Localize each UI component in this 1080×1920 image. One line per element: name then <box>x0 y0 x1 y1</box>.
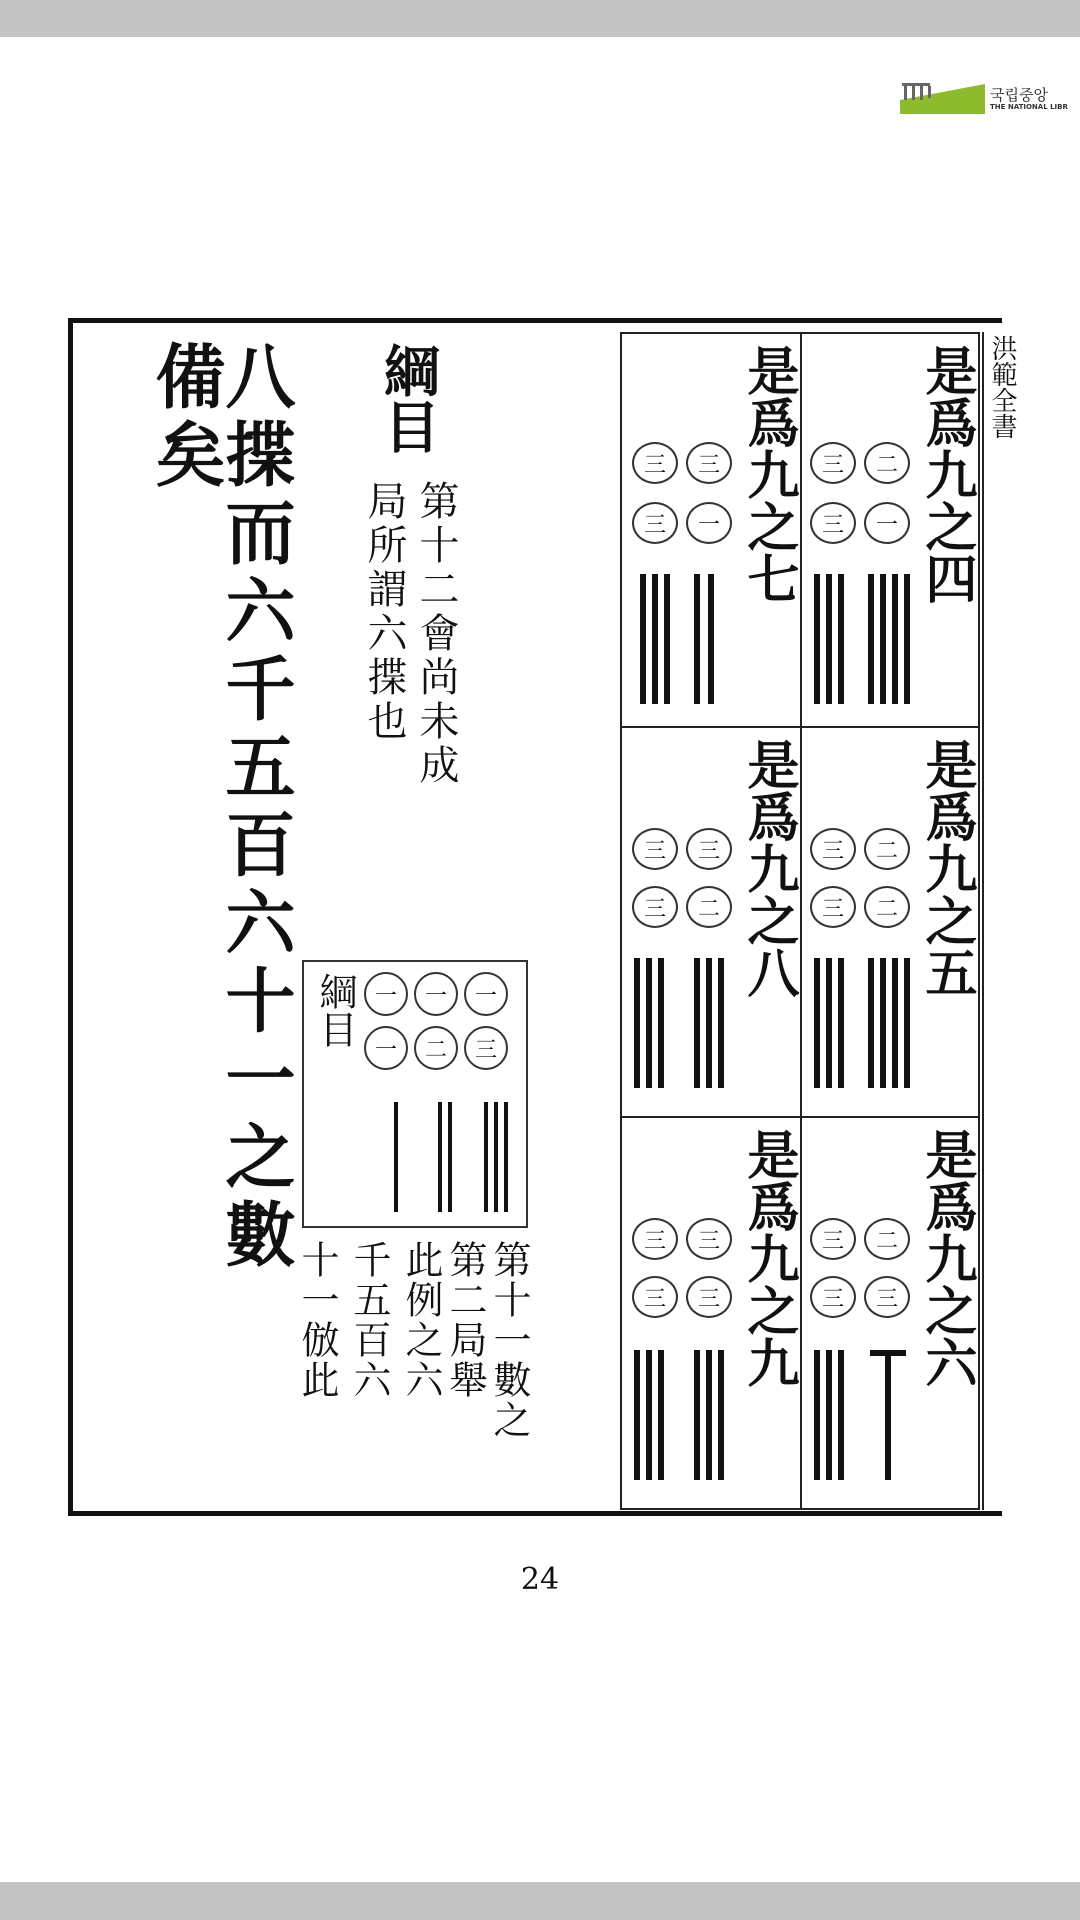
cell-caption: 是爲九之九 <box>738 1128 799 1388</box>
bottom-note-col3: 此例之六 <box>399 1240 443 1400</box>
cell-circle: 二 <box>686 886 732 928</box>
counting-rod <box>892 958 898 1088</box>
inset-rod <box>494 1102 498 1212</box>
cell-circle: 一 <box>686 502 732 544</box>
bottom-note-col2: 第二局舉 <box>443 1240 487 1400</box>
cell-circle: 三 <box>632 442 678 484</box>
counting-rod <box>826 574 832 704</box>
bottom-note-col4: 千五百六 <box>347 1240 391 1400</box>
inset-bottom-circle-2: 二 <box>414 1026 458 1070</box>
cell-circle: 三 <box>810 502 856 544</box>
counting-rod <box>826 958 832 1088</box>
cell-circle: 三 <box>864 1276 910 1318</box>
grid-cell <box>620 332 802 728</box>
cell-circle: 二 <box>864 828 910 870</box>
grid-cell <box>620 726 802 1118</box>
cell-circle: 一 <box>864 502 910 544</box>
counting-rod <box>634 1350 640 1480</box>
main-text-column: 八揲而六千五百六十一之數備矣 <box>144 340 297 1276</box>
cell-circle: 二 <box>864 442 910 484</box>
counting-rod <box>718 1350 724 1480</box>
counting-rod <box>646 1350 652 1480</box>
library-logo <box>900 80 1080 118</box>
cell-circle: 三 <box>686 828 732 870</box>
cell-circle: 三 <box>632 502 678 544</box>
bottom-note-col5: 十一倣此 <box>295 1240 339 1400</box>
counting-rod <box>838 574 844 704</box>
cell-caption: 是爲九之五 <box>916 738 977 998</box>
cell-circle: 三 <box>810 1276 856 1318</box>
bottom-bar <box>0 1882 1080 1920</box>
inset-top-circle-1: 一 <box>364 972 408 1016</box>
cell-circle: 三 <box>686 442 732 484</box>
counting-rod <box>708 574 714 704</box>
counting-rod <box>694 958 700 1088</box>
inset-rod <box>394 1102 398 1212</box>
middle-note-line2: 局所謂六揲也 <box>361 480 407 744</box>
counting-rod <box>814 574 820 704</box>
counting-rod <box>826 1350 832 1480</box>
cell-caption: 是爲九之七 <box>738 344 799 604</box>
counting-rod <box>652 574 658 704</box>
counting-rod <box>658 958 664 1088</box>
counting-rod <box>718 958 724 1088</box>
inset-rod <box>504 1102 508 1212</box>
counting-rod-grid <box>620 332 980 1510</box>
cell-circle: 三 <box>686 1218 732 1260</box>
inset-rod <box>484 1102 488 1212</box>
inset-bottom-circle-1: 一 <box>364 1026 408 1070</box>
counting-rod <box>664 574 670 704</box>
cell-circle: 三 <box>810 886 856 928</box>
counting-rod <box>814 958 820 1088</box>
cell-circle: 三 <box>810 1218 856 1260</box>
cell-caption: 是爲九之四 <box>916 344 977 604</box>
inset-bottom-circle-3: 三 <box>464 1026 508 1070</box>
counting-rod <box>814 1350 820 1480</box>
inset-label: 綱目 <box>313 972 357 1048</box>
counting-rod <box>706 958 712 1088</box>
cell-circle: 三 <box>632 828 678 870</box>
counting-rod <box>640 574 646 704</box>
grid-cell <box>620 1116 802 1510</box>
counting-rod <box>880 958 886 1088</box>
inset-top-circle-3: 一 <box>464 972 508 1016</box>
cell-circle: 三 <box>632 1218 678 1260</box>
cell-caption: 是爲九之八 <box>738 738 799 998</box>
counting-rod <box>658 1350 664 1480</box>
inset-top-circle-2: 一 <box>414 972 458 1016</box>
counting-rod <box>838 958 844 1088</box>
inset-rod <box>438 1102 442 1212</box>
library-logo-icon <box>900 80 985 114</box>
counting-rod <box>838 1350 844 1480</box>
cell-circle: 三 <box>810 828 856 870</box>
top-bar <box>0 0 1080 37</box>
cell-circle: 二 <box>864 886 910 928</box>
counting-rod <box>885 1350 891 1480</box>
logo-korean-text: 국립중앙 <box>990 86 1048 104</box>
counting-rod <box>868 958 874 1088</box>
counting-rod <box>694 574 700 704</box>
page-number: 24 <box>520 1562 560 1597</box>
cell-circle: 三 <box>632 886 678 928</box>
counting-rod <box>634 958 640 1088</box>
logo-english-text: THE NATIONAL LIBR <box>990 103 1068 111</box>
book-margin-strip <box>982 332 1004 1510</box>
gangmok-diagram-box <box>302 960 528 1228</box>
counting-rod <box>706 1350 712 1480</box>
middle-note-line1: 第十二會尚未成 <box>413 480 459 788</box>
grid-cell <box>800 1116 980 1510</box>
bottom-note-col1: 第十一數之 <box>487 1240 531 1440</box>
counting-rod <box>880 574 886 704</box>
inset-rod <box>448 1102 452 1212</box>
counting-rod <box>868 574 874 704</box>
gangmok-heading: 綱目 <box>375 342 441 454</box>
cell-circle: 二 <box>864 1218 910 1260</box>
counting-rod <box>904 958 910 1088</box>
cell-caption: 是爲九之六 <box>916 1128 977 1388</box>
grid-cell <box>800 332 980 728</box>
cell-circle: 三 <box>632 1276 678 1318</box>
book-margin-title: 洪範全書 <box>987 335 1017 439</box>
grid-cell <box>800 726 980 1118</box>
counting-rod <box>694 1350 700 1480</box>
counting-rod <box>646 958 652 1088</box>
counting-rod <box>892 574 898 704</box>
counting-rod <box>904 574 910 704</box>
cell-circle: 三 <box>810 442 856 484</box>
cell-circle: 三 <box>686 1276 732 1318</box>
